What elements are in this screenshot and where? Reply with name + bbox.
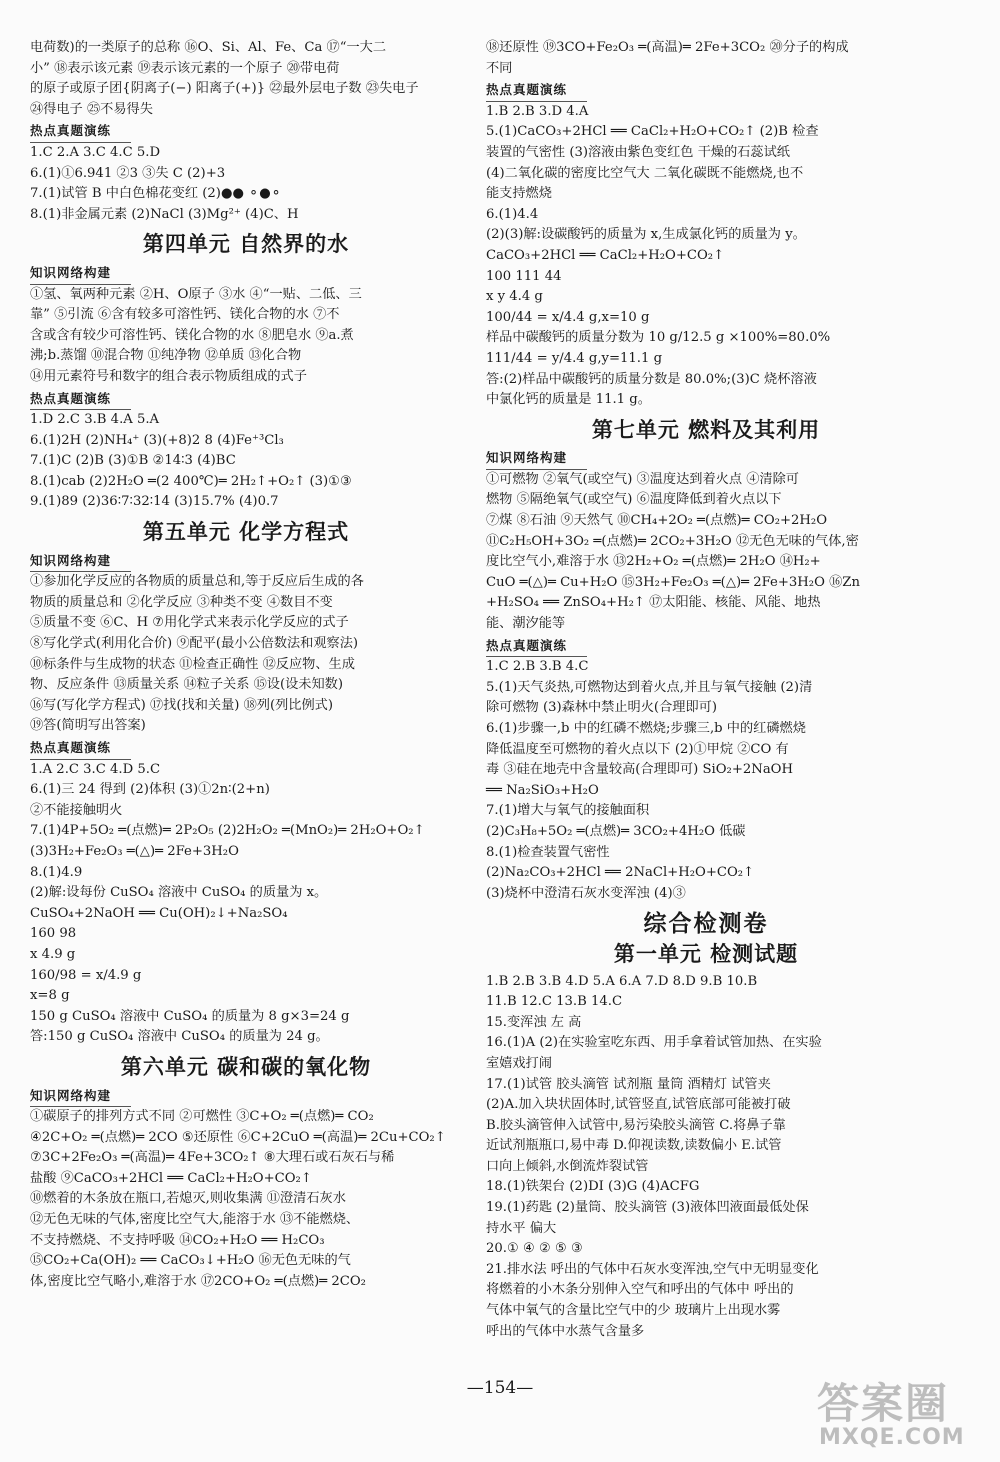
left-column bbox=[30, 38, 462, 1292]
unit-heading: 第四单元 自然界的水 bbox=[142, 232, 350, 257]
answer-line: ④2C+O₂ ═(点燃)═ 2CO ⑤还原性 ⑥C+2CuO ═(高温)═ 2Cu+CO₂↑ bbox=[30, 1129, 446, 1145]
answer-line: CuO ═(△)═ Cu+H₂O ⑮3H₂+Fe₂O₃ ═(△)═ 2Fe+3H₂O ⑯Zn bbox=[486, 574, 860, 590]
watermark bbox=[811, 1369, 986, 1454]
right-column bbox=[486, 38, 926, 1342]
answer-line: ①参加化学反应的各物质的质量总和,等于反应后生成的各 bbox=[30, 574, 364, 590]
answer-line: 燃物 ⑤隔绝氧气(或空气) ⑥温度降低到着火点以下 bbox=[486, 492, 782, 508]
answer-line: 19.(1)药匙 (2)量筒、胶头滴管 (3)液体凹液面最低处保 bbox=[486, 1200, 809, 1216]
answer-line: CuSO₄+2NaOH ══ Cu(OH)₂↓+Na₂SO₄ bbox=[30, 905, 288, 921]
answer-line: 能、潮汐能等 bbox=[486, 616, 566, 632]
answer-line: 6.(1)步骤一,b 中的红磷不燃烧;步骤三,b 中的红磷燃烧 bbox=[486, 721, 806, 736]
watermark-url: MXQE.COM bbox=[819, 1425, 965, 1450]
subsection-row bbox=[30, 388, 462, 411]
answer-line: 160 98 bbox=[30, 926, 77, 942]
answer-line: (2)A.加入块状固体时,试管竖直,试管底部可能被打破 bbox=[486, 1097, 791, 1113]
answer-line: 答:(2)样品中碳酸钙的质量分数是 80.0%;(3)C 烧杯溶液 bbox=[486, 371, 817, 387]
answer-line: 小” ⑱表示该元素 ⑲表示该元素的一个原子 ⑳带电荷 bbox=[30, 60, 340, 76]
answer-line: B.胶头滴管伸入试管中,易污染胶头滴管 C.将鼻子靠 bbox=[486, 1117, 786, 1133]
answer-line: 降低温度至可燃物的着火点以下 (2)①甲烷 ②CO 有 bbox=[486, 741, 789, 757]
answer-line: 物质的质量总和 ②化学反应 ③种类不变 ④数目不变 bbox=[30, 594, 333, 610]
answer-line: 室嬉戏打闹 bbox=[486, 1055, 552, 1071]
answer-line: 100/44 = x/4.4 g,x=10 g bbox=[486, 309, 650, 325]
answer-line: (2)C₃H₈+5O₂ ═(点燃)═ 3CO₂+4H₂O 低碳 bbox=[486, 823, 746, 839]
subsection-label: 热点真题演练 bbox=[486, 636, 587, 658]
answer-line: 的原子或原子团{阴离子(−) 阳离子(+)} ㉒最外层电子数 ㉓失电子 bbox=[30, 81, 419, 97]
answer-line: ⑩燃着的木条放在瓶口,若熄灭,则收集满 ⑪澄清石灰水 bbox=[30, 1191, 346, 1207]
answer-line: ①氢、氧两种元素 ②H、O原子 ③水 ④“一贴、二低、三 bbox=[30, 286, 362, 302]
answer-line: ⑮CO₂+Ca(OH)₂ ══ CaCO₃↓+H₂O ⑯无色无味的气 bbox=[30, 1253, 351, 1269]
answer-line: 样品中碳酸钙的质量分数为 10 g/12.5 g ×100%=80.0% bbox=[486, 330, 831, 346]
answer-line: 18.(1)铁架台 (2)DI (3)G (4)ACFG bbox=[486, 1179, 700, 1195]
answer-line: 1.C 2.B 3.B 4.C bbox=[486, 659, 589, 675]
answer-line: ①碳原子的排列方式不同 ②可燃性 ③C+O₂ ═(点燃)═ CO₂ bbox=[30, 1109, 374, 1125]
answer-line: 装置的气密性 (3)溶液由紫色变红色 干燥的石蕊试纸 bbox=[486, 144, 790, 160]
answer-line: 1.C 2.A 3.C 4.C 5.D bbox=[30, 144, 161, 160]
answer-line: 体,密度比空气略小,难溶于水 ⑰2CO+O₂ ═(点燃)═ 2CO₂ bbox=[30, 1273, 366, 1289]
page-number: —154— bbox=[466, 1378, 534, 1398]
answer-line: 物、反应条件 ⑬质量关系 ⑭粒子关系 ⑮设(设未知数) bbox=[30, 677, 343, 693]
subsection-label: 知识网络构建 bbox=[30, 263, 131, 285]
subsection-row bbox=[30, 737, 462, 760]
answer-line: ══ Na₂SiO₃+H₂O bbox=[486, 782, 599, 798]
answer-line: 5.(1)天气炎热,可燃物达到着火点,并且与氧气接触 (2)清 bbox=[486, 679, 813, 695]
answer-line: ⑲答(简明写出答案) bbox=[30, 718, 146, 734]
answer-line: 除可燃物 (3)森林中禁止明火(合理即可) bbox=[486, 700, 717, 716]
answer-line: ⑫无色无味的气体,密度比空气大,能溶于水 ⑬不能燃烧、 bbox=[30, 1212, 360, 1228]
answer-line: ⑧写化学式(利用化合价) ⑨配平(最小公倍数法和观察法) bbox=[30, 636, 359, 652]
unit-heading: 第五单元 化学方程式 bbox=[142, 520, 350, 545]
answer-line: x=8 g bbox=[30, 988, 70, 1004]
section-title: 综合检测卷 bbox=[643, 911, 769, 938]
answer-line: 答:150 g CuSO₄ 溶液中 CuSO₄ 的质量为 24 g。 bbox=[30, 1029, 329, 1045]
answer-line: ①可燃物 ②氧气(或空气) ③温度达到着火点 ④清除可 bbox=[486, 471, 799, 487]
answer-line: 近试剂瓶瓶口,易中毒 D.仰视读数,读数偏小 E.试管 bbox=[486, 1138, 782, 1154]
unit-heading: 第七单元 燃料及其利用 bbox=[591, 417, 821, 442]
subsection-label: 知识网络构建 bbox=[486, 448, 587, 470]
answer-line: 20.① ④ ② ⑤ ③ bbox=[486, 1241, 583, 1257]
answer-line: 盐酸 ⑨CaCO₃+2HCl ══ CaCl₂+H₂O+CO₂↑ bbox=[30, 1170, 312, 1186]
answer-line: 6.(1)三 24 得到 (2)体积 (3)①2n∶(2+n) bbox=[30, 782, 270, 798]
answer-line: ⑦3C+2Fe₂O₃ ═(高温)═ 4Fe+3CO₂↑ ⑧大理石或石灰石与稀 bbox=[30, 1150, 395, 1166]
answer-line: CaCO₃+2HCl ══ CaCl₂+H₂O+CO₂↑ bbox=[486, 247, 725, 263]
subsection-label: 热点真题演练 bbox=[30, 738, 131, 760]
subsection-row bbox=[30, 550, 462, 573]
subsection-label: 知识网络构建 bbox=[30, 551, 131, 573]
answer-line: 沸;b.蒸馏 ⑩混合物 ⑪纯净物 ⑫单质 ⑬化合物 bbox=[30, 348, 302, 364]
answer-line: ⑤质量不变 ⑥C、H ⑦用化学式来表示化学反应的式子 bbox=[30, 615, 349, 631]
answer-line: (4)二氧化碳的密度比空气大 二氧化碳既不能燃烧,也不 bbox=[486, 165, 804, 181]
answer-line: ⑭用元素符号和数字的组合表示物质组成的式子 bbox=[30, 368, 307, 384]
answer-line: ⑩标条件与生成物的状态 ⑪检查正确性 ⑫反应物、生成 bbox=[30, 656, 355, 672]
answer-line: (2)解:设每份 CuSO₄ 溶液中 CuSO₄ 的质量为 x。 bbox=[30, 885, 328, 901]
answer-line: 1.D 2.C 3.B 4.A 5.A bbox=[30, 412, 160, 428]
answer-line: 将燃着的小木条分别伸入空气和呼出的气体中 呼出的 bbox=[486, 1282, 794, 1298]
subsection-row bbox=[30, 120, 462, 143]
answer-line: (3)3H₂+Fe₂O₃ ═(△)═ 2Fe+3H₂O bbox=[30, 843, 239, 859]
answer-line: 150 g CuSO₄ 溶液中 CuSO₄ 的质量为 8 g×3=24 g bbox=[30, 1008, 350, 1024]
answer-line: 1.B 2.B 3.D 4.A bbox=[486, 103, 589, 119]
subsection-row bbox=[486, 635, 926, 658]
answer-line: ⑪C₂H₅OH+3O₂ ═(点燃)═ 2CO₂+3H₂O ⑫无色无味的气体,密 bbox=[486, 533, 859, 549]
answer-line: 含或含有较少可溶性钙、镁化合物的水 ⑧肥皂水 ⑨a.煮 bbox=[30, 327, 354, 343]
answer-line: 16.(1)A (2)在实验室吃东西、用手拿着试管加热、在实验 bbox=[486, 1035, 822, 1051]
answer-line: ⑦煤 ⑧石油 ⑨天然气 ⑩CH₄+2O₂ ═(点燃)═ CO₂+2H₂O bbox=[486, 513, 828, 529]
answer-line: 160/98 = x/4.9 g bbox=[30, 967, 142, 983]
answer-line: 口向上倾斜,水倒流炸裂试管 bbox=[486, 1158, 649, 1174]
answer-line: 15.变浑浊 左 高 bbox=[486, 1014, 582, 1030]
answer-line: 靠” ⑤引流 ⑥含有较多可溶性钙、镁化合物的水 ⑦不 bbox=[30, 307, 340, 323]
answer-line: (2)Na₂CO₃+2HCl ══ 2NaCl+H₂O+CO₂↑ bbox=[486, 865, 755, 881]
answer-line: ⑱还原性 ⑲3CO+Fe₂O₃ ═(高温)═ 2Fe+3CO₂ ⑳分子的构成 bbox=[486, 40, 849, 55]
answer-line: 11.B 12.C 13.B 14.C bbox=[486, 994, 623, 1010]
answer-line: 持水平 偏大 bbox=[486, 1220, 557, 1236]
answer-line: x 4.9 g bbox=[30, 946, 76, 962]
answer-line: 17.(1)试管 胶头滴管 试剂瓶 量筒 酒精灯 试管夹 bbox=[486, 1076, 771, 1092]
answer-line: +H₂SO₄ ══ ZnSO₄+H₂↑ ⑰太阳能、核能、风能、地热 bbox=[486, 595, 821, 611]
answer-line: 1.A 2.C 3.C 4.D 5.C bbox=[30, 761, 161, 777]
answer-line: 度比空气小,难溶于水 ⑬2H₂+O₂ ═(点燃)═ 2H₂O ⑭H₂+ bbox=[486, 554, 821, 570]
answer-line: 8.(1)4.9 bbox=[30, 864, 83, 880]
subsection-row bbox=[30, 1085, 462, 1108]
answer-line: 不同 bbox=[486, 60, 513, 76]
answer-line: 7.(1)4P+5O₂ ═(点燃)═ 2P₂O₅ (2)2H₂O₂ ═(MnO₂)═ 2H₂O+O₂↑ bbox=[30, 823, 425, 839]
answer-line: 不支持燃烧、不支持呼吸 ⑭CO₂+H₂O ══ H₂CO₃ bbox=[30, 1232, 325, 1248]
subsection-row bbox=[30, 262, 462, 285]
watermark-logo: 答案圈 bbox=[817, 1379, 950, 1428]
subsection-row bbox=[486, 447, 926, 470]
answer-line: 100 111 44 bbox=[486, 268, 562, 284]
answer-line: 能支持燃烧 bbox=[486, 186, 552, 202]
answer-line: 5.(1)CaCO₃+2HCl ══ CaCl₂+H₂O+CO₂↑ (2)B 检查 bbox=[486, 124, 819, 140]
answer-line: 6.(1)2H (2)NH₄⁺ (3)(+8)2 8 (4)Fe⁺³Cl₃ bbox=[30, 432, 284, 448]
answer-line: 21.排水法 呼出的气体中石灰水变浑浊,空气中无明显变化 bbox=[486, 1261, 819, 1277]
answer-line: 1.B 2.B 3.B 4.D 5.A 6.A 7.D 8.D 9.B 10.B bbox=[486, 973, 758, 989]
answer-line: 7.(1)C (2)B (3)①B ②14∶3 (4)BC bbox=[30, 453, 236, 469]
answer-line: (2)(3)解:设碳酸钙的质量为 x,生成氯化钙的质量为 y。 bbox=[486, 227, 806, 243]
answer-line: ②不能接触明火 bbox=[30, 802, 123, 818]
answer-line: 9.(1)89 (2)36∶7∶32∶14 (3)15.7% (4)0.7 bbox=[30, 494, 279, 510]
answer-line: 8.(1)检查装置气密性 bbox=[486, 844, 610, 860]
subsection-label: 热点真题演练 bbox=[486, 80, 587, 102]
unit-heading: 第六单元 碳和碳的氧化物 bbox=[120, 1054, 372, 1079]
answer-line: 111/44 = y/4.4 g,y=11.1 g bbox=[486, 350, 663, 366]
answer-line: 7.(1)增大与氧气的接触面积 bbox=[486, 803, 650, 819]
answer-line: 毒 ③硅在地壳中含量较高(合理即可) SiO₂+2NaOH bbox=[486, 762, 793, 778]
answer-line: ㉔得电子 ㉕不易得失 bbox=[30, 101, 153, 117]
answer-line: 8.(1)非金属元素 (2)NaCl (3)Mg²⁺ (4)C、H bbox=[30, 206, 299, 222]
unit-heading: 第一单元 检测试题 bbox=[613, 941, 799, 966]
answer-line: 呼出的气体中水蒸气含量多 bbox=[486, 1323, 645, 1339]
answer-line: 7.(1)试管 B 中白色棉花变红 (2)●● ⚬●⚬ bbox=[30, 186, 282, 202]
answer-line: ⑯写(写化学方程式) ⑰找(找和关量) ⑱列(列比例式) bbox=[30, 697, 334, 713]
subsection-label: 热点真题演练 bbox=[30, 389, 131, 411]
answer-line: 气体中氧气的含量比空气中的少 玻璃片上出现水雾 bbox=[486, 1303, 781, 1319]
answer-line: 6.(1)①6.941 ②3 ③失 C (2)+3 bbox=[30, 165, 226, 181]
subsection-label: 热点真题演练 bbox=[30, 121, 131, 143]
answer-line: 6.(1)4.4 bbox=[486, 206, 539, 222]
answer-line: 电荷数)的一类原子的总称 ⑯O、Si、Al、Fe、Ca ⑰“一大二 bbox=[30, 40, 387, 55]
answer-line: 8.(1)cab (2)2H₂O ═(2 400℃)═ 2H₂↑+O₂↑ (3)①③ bbox=[30, 473, 352, 489]
answer-line: x y 4.4 g bbox=[486, 289, 543, 305]
answer-line: 中氯化钙的质量是 11.1 g。 bbox=[486, 392, 651, 408]
subsection-row bbox=[486, 79, 926, 102]
subsection-label: 知识网络构建 bbox=[30, 1086, 131, 1108]
answer-line: (3)烧杯中澄清石灰水变浑浊 (4)③ bbox=[486, 885, 686, 901]
